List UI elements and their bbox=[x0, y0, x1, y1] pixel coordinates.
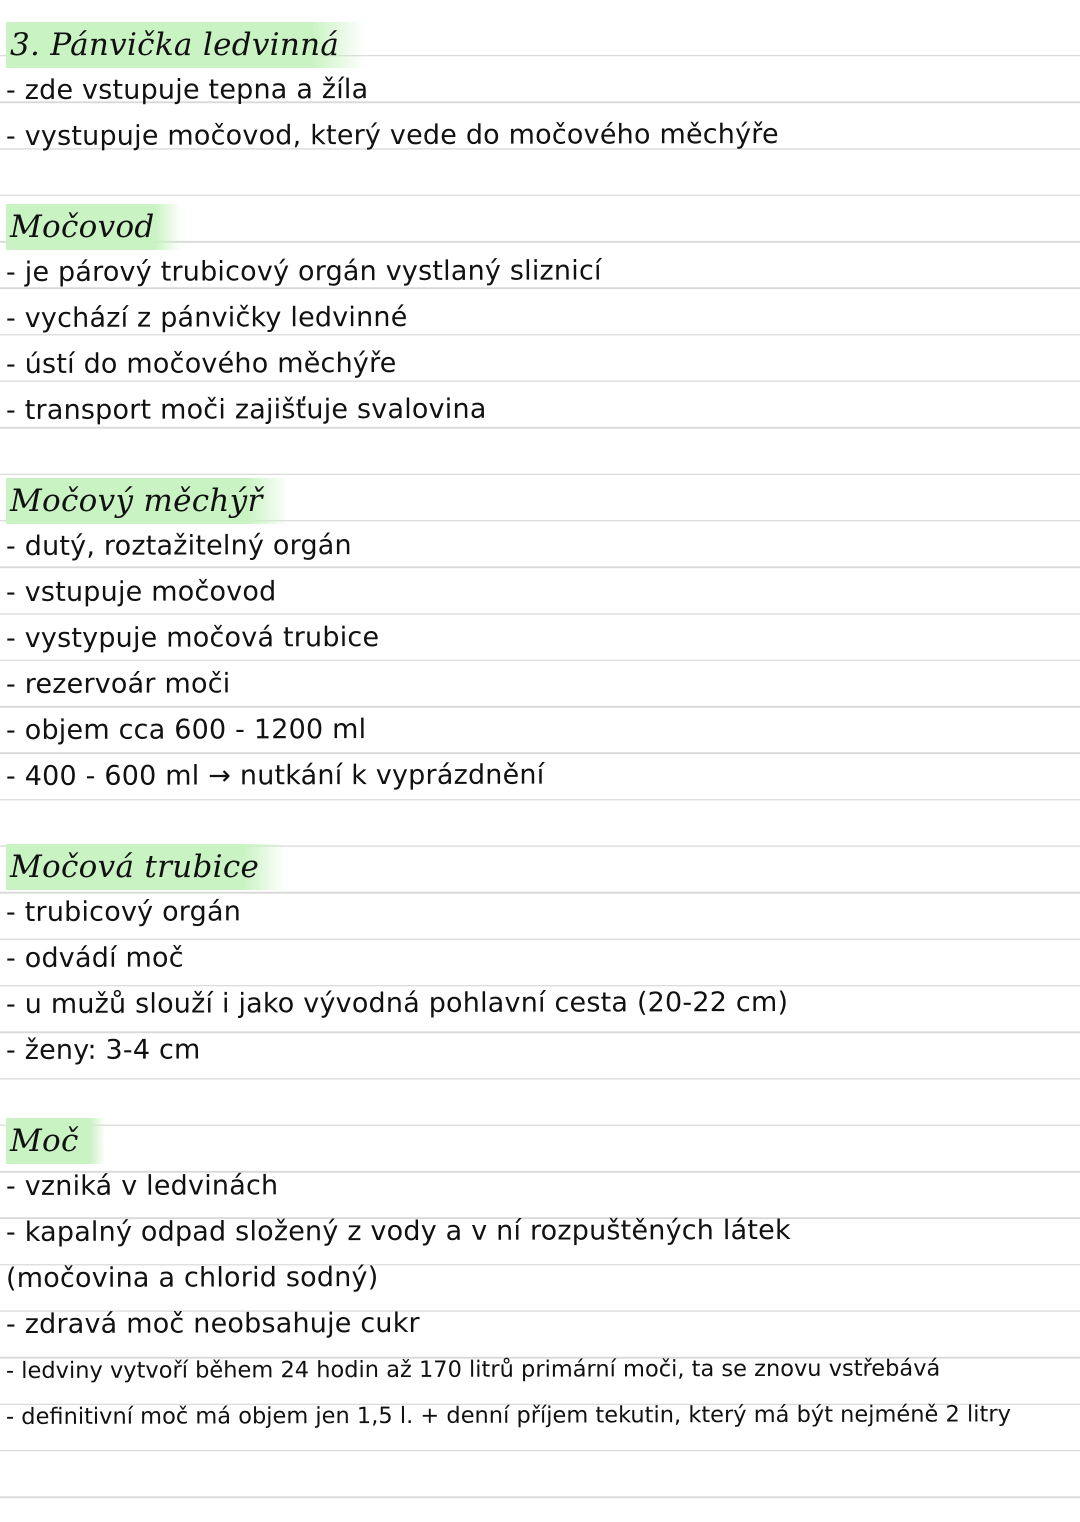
note-line: - odvádí moč bbox=[5, 942, 184, 974]
note-line: - dutý, roztažitelný orgán bbox=[5, 530, 352, 562]
note-line: - vstupuje močovod bbox=[5, 576, 277, 608]
section-panvicka bbox=[6, 22, 1066, 160]
note-line: - vychází z pánvičky ledvinné bbox=[5, 301, 408, 334]
note-line: - zde vstupuje tepna a žíla bbox=[5, 74, 369, 106]
section-moc bbox=[6, 1118, 1066, 1440]
note-line: - trubicový orgán bbox=[5, 896, 242, 928]
note-line: - ledviny vytvoří během 24 hodin až 170 litrů primární moči, ta se znovu vstřebává bbox=[5, 1355, 941, 1384]
note-line: - vystupuje močovod, který vede do močového měchýře bbox=[5, 118, 779, 152]
note-line: (močovina a chlorid sodný) bbox=[5, 1262, 379, 1294]
note-line: - transport moči zajišťuje svalovina bbox=[5, 393, 487, 426]
note-line: - 400 - 600 ml → nutkání k vyprázdnění bbox=[5, 759, 545, 792]
note-line: - zdravá moč neobsahuje cukr bbox=[5, 1307, 420, 1340]
note-line: - definitivní moč má objem jen 1,5 l. + denní příjem tekutin, který má být nejméně 2 litry bbox=[5, 1401, 1011, 1430]
section-mocovod bbox=[6, 204, 1066, 434]
notes-content bbox=[6, 22, 1066, 1440]
note-line: - u mužů slouží i jako vývodná pohlavní cesta (20-22 cm) bbox=[5, 986, 789, 1020]
note-line: - je párový trubicový orgán vystlaný sliznicí bbox=[5, 255, 602, 288]
section-heading: Močová trubice bbox=[6, 844, 285, 890]
section-heading: 3. Pánvička ledvinná bbox=[6, 22, 365, 68]
note-line: - vzniká v ledvinách bbox=[5, 1170, 279, 1202]
section-mocovy-mechyr bbox=[6, 478, 1066, 800]
note-line: - rezervoár moči bbox=[5, 668, 231, 700]
section-mocova-trubice bbox=[6, 844, 1066, 1074]
section-heading: Močový měchýř bbox=[6, 478, 289, 524]
section-heading: Moč bbox=[6, 1118, 105, 1164]
note-line: - ženy: 3-4 cm bbox=[5, 1034, 201, 1066]
note-line: - vystypuje močová trubice bbox=[5, 622, 380, 654]
note-line: - kapalný odpad složený z vody a v ní rozpuštěných látek bbox=[5, 1214, 791, 1248]
section-heading: Močovod bbox=[6, 204, 181, 250]
note-line: - ústí do močového měchýře bbox=[5, 347, 397, 380]
note-line: - objem cca 600 - 1200 ml bbox=[5, 714, 367, 746]
